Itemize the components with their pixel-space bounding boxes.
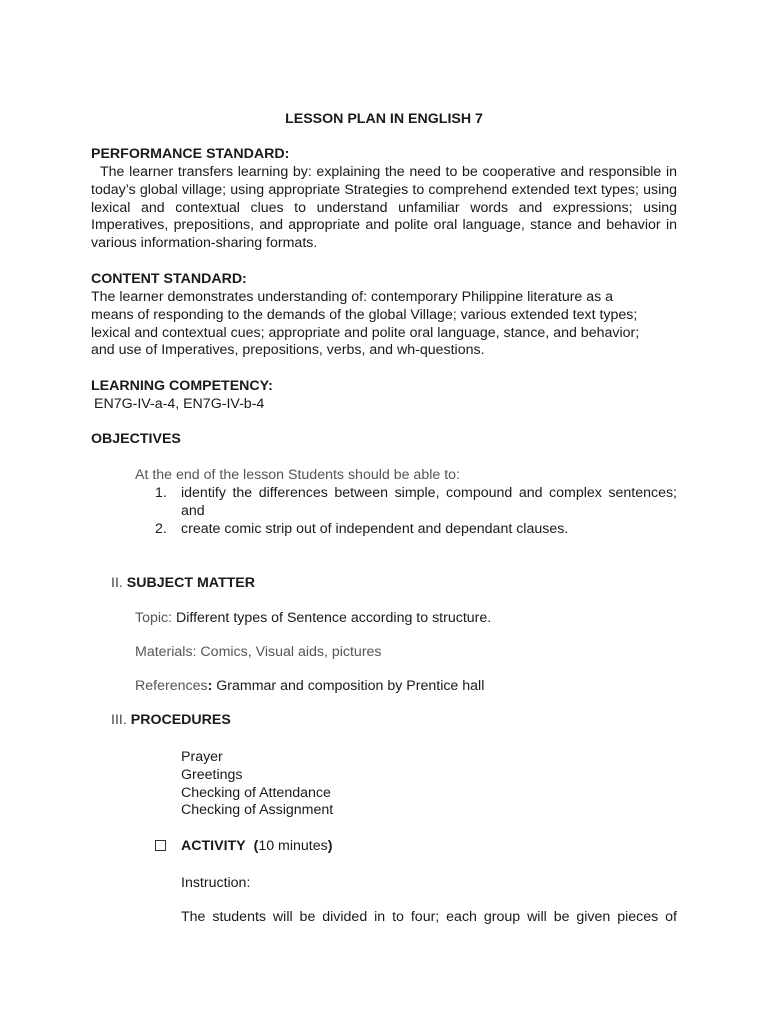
- learning-competency-codes: EN7G-IV-a-4, EN7G-IV-b-4: [94, 396, 265, 412]
- references-colon: :: [207, 678, 213, 694]
- topic-value: Different types of Sentence according to structure.: [176, 610, 492, 626]
- objectives-list: [155, 485, 677, 538]
- topic-line: [135, 610, 491, 628]
- objective-item: [155, 485, 677, 521]
- content-standard-line: means of responding to the demands of the global Village; various extended text types;: [91, 306, 638, 323]
- section-numeral: III.: [111, 712, 127, 728]
- content-standard-body: [91, 289, 677, 360]
- procedures-heading: [111, 712, 231, 730]
- topic-label: Topic:: [135, 610, 173, 626]
- content-standard-line: and use of Imperatives, prepositions, verbs, and wh-questions.: [91, 342, 485, 359]
- document-title: LESSON PLAN IN ENGLISH 7: [285, 111, 483, 127]
- objectives-heading: OBJECTIVES: [91, 431, 181, 447]
- preliminary-item: Prayer: [181, 749, 223, 765]
- square-bullet-icon: [155, 840, 166, 851]
- objective-text: create comic strip out of independent and dependant clauses.: [181, 520, 569, 537]
- preliminary-item: Checking of Assignment: [181, 802, 334, 819]
- activity-duration: 10 minutes: [258, 838, 328, 854]
- section-numeral: II.: [111, 575, 123, 591]
- objective-number: 1.: [155, 485, 167, 501]
- section-name: SUBJECT MATTER: [126, 575, 255, 591]
- section-name: PROCEDURES: [130, 712, 231, 728]
- subject-matter-heading: [111, 575, 255, 593]
- activity-close-paren: ): [327, 838, 333, 854]
- references-line: [135, 678, 484, 696]
- learning-competency-heading: LEARNING COMPETENCY:: [91, 378, 273, 394]
- objective-item: [155, 521, 677, 539]
- references-value: Grammar and composition by Prentice hall: [216, 678, 485, 694]
- content-standard-heading: CONTENT STANDARD:: [91, 271, 247, 287]
- content-standard-line: The learner demonstrates understanding of: contemporary Philippine literature as a: [91, 289, 614, 305]
- content-standard-line: lexical and contextual cues; appropriate and polite oral language, stance, and behavior;: [91, 324, 640, 341]
- activity-open-paren: (: [253, 838, 259, 854]
- references-label: References: [135, 678, 208, 694]
- performance-standard-body: The learner transfers learning by: explaining the need to be cooperative and responsible in today’s global village; using appropriate Strategies to comprehend extended text types; using lexical and contextual clues to understand unfamiliar words and expressions; using Imperatives, prepositions, and appropriate and polite oral language, stance and behavior in various information-sharing formats.: [91, 164, 677, 252]
- preliminary-item: Checking of Attendance: [181, 784, 331, 801]
- performance-standard-heading: PERFORMANCE STANDARD:: [91, 146, 290, 162]
- instruction-label: Instruction:: [181, 875, 251, 891]
- preliminary-activities-list: [181, 749, 333, 820]
- instruction-text: The students will be divided in to four; each group will be given pieces of: [181, 909, 677, 925]
- objective-number: 2.: [155, 520, 167, 537]
- materials-line: Materials: Comics, Visual aids, pictures: [135, 644, 382, 660]
- activity-label: ACTIVITY: [181, 838, 246, 854]
- objectives-intro: At the end of the lesson Students should be able to:: [135, 467, 460, 483]
- preliminary-item: Greetings: [181, 766, 243, 783]
- objective-text: identify the differences between simple, compound and complex sentences; and: [181, 485, 677, 519]
- activity-heading: [181, 838, 332, 856]
